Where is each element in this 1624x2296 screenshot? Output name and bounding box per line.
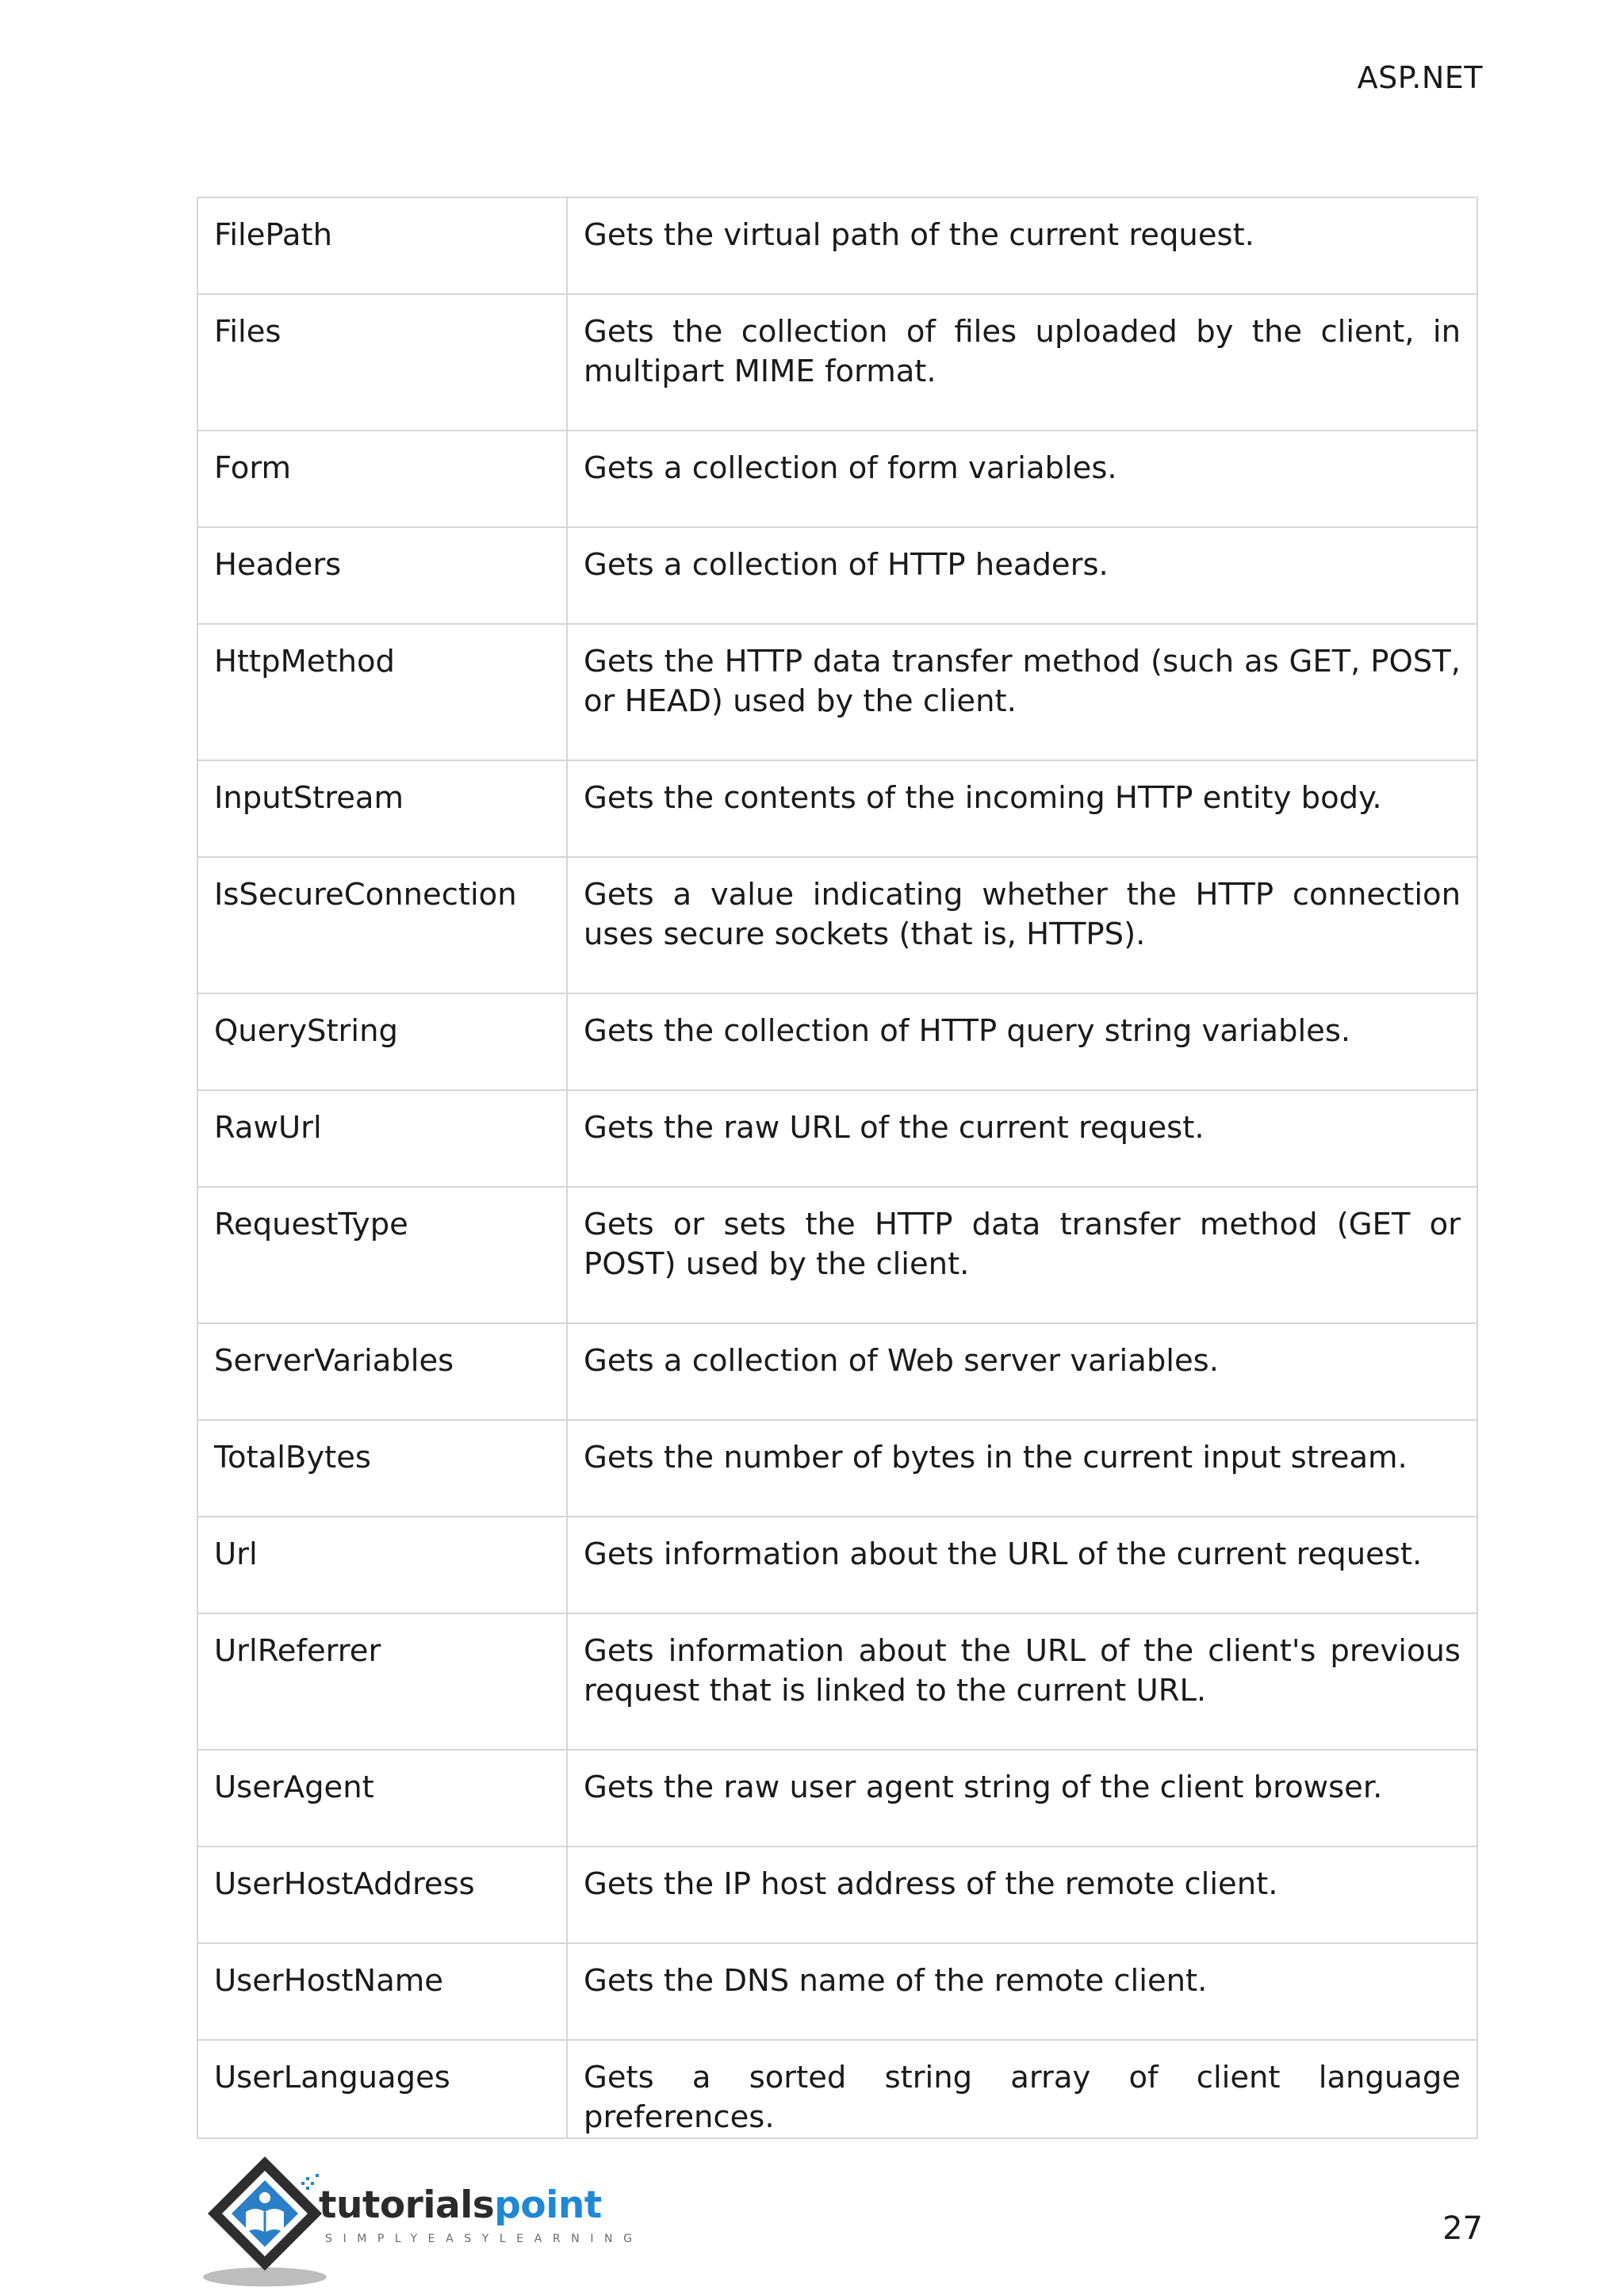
table-row	[197, 624, 1477, 760]
logo-tagline: SIMPLYEASYLEARNING	[325, 2233, 643, 2245]
tutorialspoint-logo-icon	[200, 2150, 333, 2293]
table-row	[197, 294, 1477, 430]
page-number: 27	[1442, 2210, 1483, 2247]
running-header-title: ASP.NET	[1357, 60, 1483, 95]
property-description: Gets information about the URL of the current request.	[567, 1517, 1477, 1613]
table-row	[197, 1420, 1477, 1517]
property-name: Url	[197, 1517, 567, 1613]
property-name: UserHostAddress	[197, 1846, 567, 1943]
property-name: TotalBytes	[197, 1420, 567, 1517]
property-name: Files	[197, 294, 567, 430]
property-description: Gets the DNS name of the remote client.	[567, 1943, 1477, 2040]
table-row	[197, 760, 1477, 857]
table-row	[197, 1943, 1477, 2040]
table-row	[197, 1613, 1477, 1750]
table-row	[197, 197, 1477, 294]
table-row	[197, 1323, 1477, 1420]
property-name: Headers	[197, 527, 567, 624]
property-description: Gets the virtual path of the current request.	[567, 197, 1477, 294]
table-row	[197, 1517, 1477, 1613]
property-description: Gets the number of bytes in the current input stream.	[567, 1420, 1477, 1517]
logo-wordmark	[319, 2185, 602, 2226]
property-name: UserLanguages	[197, 2040, 567, 2138]
property-description: Gets a value indicating whether the HTTP connection uses secure sockets (that is, HTTPS).	[567, 857, 1477, 993]
property-name: UserAgent	[197, 1750, 567, 1846]
property-name: HttpMethod	[197, 624, 567, 760]
property-description: Gets the raw URL of the current request.	[567, 1090, 1477, 1187]
property-name: UrlReferrer	[197, 1613, 567, 1750]
property-description: Gets or sets the HTTP data transfer method (GET or POST) used by the client.	[567, 1187, 1477, 1323]
property-description: Gets the collection of HTTP query string variables.	[567, 993, 1477, 1090]
property-name: Form	[197, 430, 567, 527]
table-row	[197, 1090, 1477, 1187]
property-name: FilePath	[197, 197, 567, 294]
table-row	[197, 857, 1477, 993]
property-name: RawUrl	[197, 1090, 567, 1187]
logo-word-part2: point	[494, 2183, 602, 2227]
property-description: Gets the collection of files uploaded by the client, in multipart MIME format.	[567, 294, 1477, 430]
property-description: Gets the raw user agent string of the client browser.	[567, 1750, 1477, 1846]
property-description: Gets the IP host address of the remote client.	[567, 1846, 1477, 1943]
property-name: QueryString	[197, 993, 567, 1090]
property-description: Gets a collection of Web server variables.	[567, 1323, 1477, 1420]
property-description: Gets a collection of HTTP headers.	[567, 527, 1477, 624]
table-row	[197, 430, 1477, 527]
properties-table	[197, 197, 1478, 2139]
property-name: UserHostName	[197, 1943, 567, 2040]
property-description: Gets a collection of form variables.	[567, 430, 1477, 527]
property-name: ServerVariables	[197, 1323, 567, 1420]
property-description: Gets the HTTP data transfer method (such as GET, POST, or HEAD) used by the client.	[567, 624, 1477, 760]
property-description: Gets a sorted string array of client language preferences.	[567, 2040, 1477, 2138]
property-description: Gets the contents of the incoming HTTP entity body.	[567, 760, 1477, 857]
table-row	[197, 527, 1477, 624]
table-row	[197, 1846, 1477, 1943]
logo-word-part1: tutorials	[319, 2183, 495, 2227]
property-description: Gets information about the URL of the client's previous request that is linked to the current URL.	[567, 1613, 1477, 1750]
property-name: RequestType	[197, 1187, 567, 1323]
table-row	[197, 1187, 1477, 1323]
property-name: IsSecureConnection	[197, 857, 567, 993]
table-row	[197, 2040, 1477, 2138]
table-row	[197, 1750, 1477, 1846]
table-row	[197, 993, 1477, 1090]
property-name: InputStream	[197, 760, 567, 857]
tutorialspoint-logo	[200, 2150, 643, 2293]
